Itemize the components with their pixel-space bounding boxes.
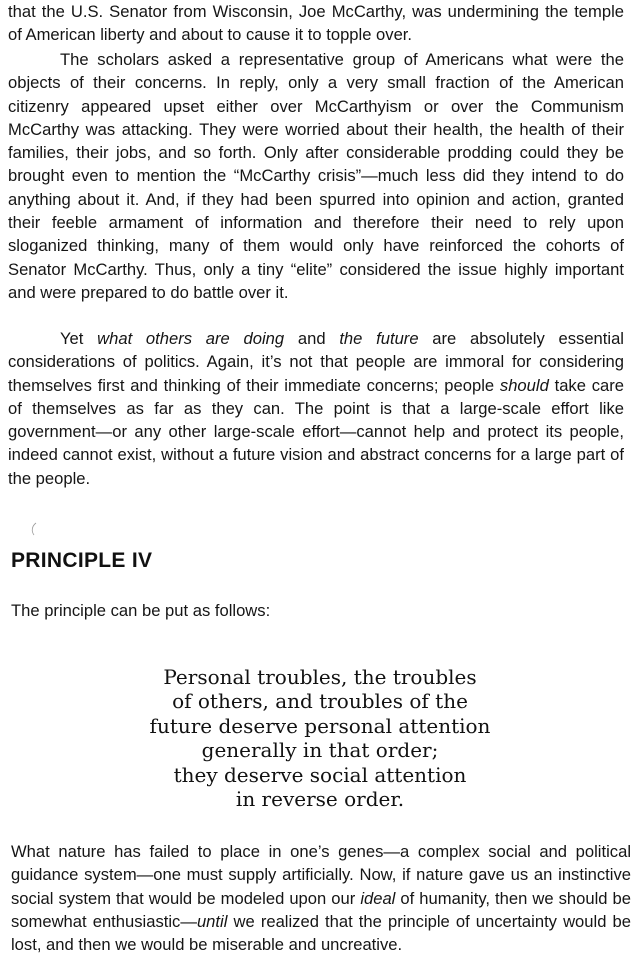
section-intro: The principle can be put as follows: xyxy=(11,601,271,620)
section-heading: PRINCIPLE IV xyxy=(11,549,153,572)
quote-line: generally in that order; xyxy=(201,738,439,763)
text-run: we realized that the principle of uncertainty would be lost, and then we would be miserable and uncreative. xyxy=(11,911,631,955)
quote-line: future deserve personal attention xyxy=(149,713,491,738)
paragraph-continuation: that the U.S. Senator from Wisconsin, Joe McCarthy, was undermining the temple of American liberty and about to cause it to topple over. xyxy=(8,2,624,45)
quote-line: in reverse order. xyxy=(235,787,405,812)
emphasis-ideal: ideal xyxy=(360,888,396,908)
principle-quote xyxy=(100,665,540,811)
quote-line: Personal troubles, the troubles xyxy=(163,665,477,689)
paragraph-politics xyxy=(8,327,624,490)
emphasis-future: the future xyxy=(339,329,419,348)
text-run: take care of themselves as far as they can. The point is that a large-scale effort like government—or any other large-scale effort—cannot help and protect its people, indeed cannot exist, without a future vision and abstract concerns for a large part of the people. xyxy=(8,375,624,488)
emphasis-until: until xyxy=(196,911,228,931)
paper-speck-mark xyxy=(30,522,38,536)
text-run: What nature has failed to place in one’s genes—a complex social and political guidance system—one must supply artificially. Now, if nature gave us an instinctive social system that would be modeled upon our xyxy=(11,842,631,908)
quote-line: of others, and troubles of the xyxy=(172,689,468,714)
text-run: of humanity, then we should be somewhat enthusiastic— xyxy=(11,888,632,931)
emphasis-others: what others are doing xyxy=(97,329,285,348)
text-run: are absolutely essential considerations of politics. Again, it’s not that people are immoral for considering themselves first and thinking of their immediate concerns; people xyxy=(8,329,624,395)
emphasis-should: should xyxy=(499,375,549,395)
quote-line: they deserve social attention xyxy=(173,762,467,787)
text-run: and xyxy=(284,329,340,348)
paragraph-nature xyxy=(11,840,631,956)
paragraph-scholars: The scholars asked a representative group of Americans what were the objects of their concerns. In reply, only a very small fraction of the American citizenry appeared upset either over McCarthyism or over the Communism McCarthy was attacking. They were worried about their health, the health of their families, their jobs, and so forth. Only after considerable prodding could they be brought even to mention the “McCarthy crisis”—much less did they intend to do anything about it. And, if they had been spurred into opinion and action, granted their feeble armament of information and therefore their need to rely upon sloganized thinking, many of them would only have reinforced the cohorts of Senator McCarthy. Thus, only a tiny “elite” considered the issue highly important and were prepared to do battle over it. xyxy=(8,50,624,302)
text-run: Yet xyxy=(60,329,98,348)
